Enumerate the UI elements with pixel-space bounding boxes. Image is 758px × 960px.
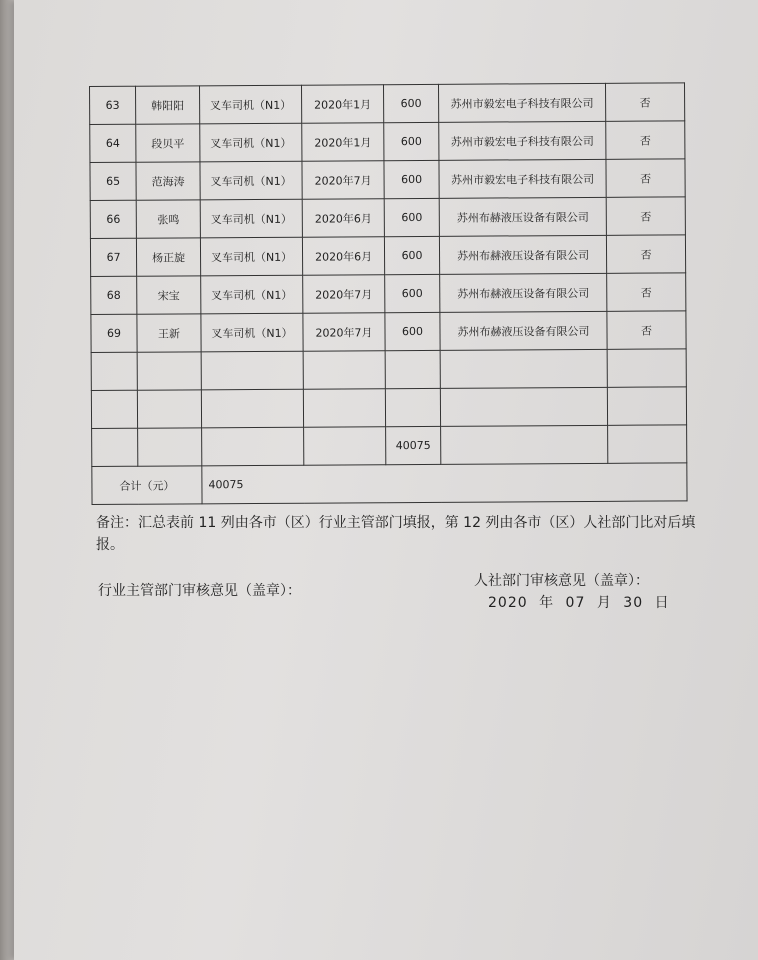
row-number: 63 [90,86,136,124]
worker-name: 范海涛 [136,162,200,200]
blank-cell [303,351,385,390]
blank-cell [201,389,303,428]
row-number: 66 [90,200,136,238]
company-name: 苏州市毅宏电子科技有限公司 [439,121,606,160]
worker-name: 段贝平 [136,124,200,162]
duplicate-flag: 否 [607,273,686,311]
table-row [90,235,685,277]
cert-date: 2020年6月 [302,237,384,276]
subsidy-amount: 600 [385,312,440,350]
blank-cell [202,427,304,466]
blank-cell [608,425,687,463]
blank-cell [91,390,137,428]
hr-approval-label: 人社部门审核意见（盖章）： [474,573,649,589]
blank-cell [137,352,201,390]
blank-cell [303,389,385,428]
job-title: 叉车司机（N1） [200,161,302,200]
date-day: 30 [623,595,644,611]
subtotal-amount: 40075 [386,426,441,464]
job-title: 叉车司机（N1） [200,123,302,162]
blank-cell [385,350,440,388]
remark-note: 备注：汇总表前 11 列由各市（区）行业主管部门填报，第 12 列由各市（区）人社部门比对后填报。 [96,515,696,553]
subsidy-amount: 600 [383,84,438,122]
blank-cell [607,387,686,425]
worker-name: 张鸣 [136,200,200,238]
worker-name: 杨正旋 [136,238,200,276]
subsidy-amount: 600 [384,160,439,198]
blank-cell [137,390,201,428]
total-label: 合计（元） [92,466,202,505]
job-title: 叉车司机（N1） [200,199,302,238]
blank-cell [441,425,608,464]
cert-date: 2020年1月 [302,123,384,162]
table-body [90,83,688,505]
blank-cell [607,349,686,387]
cert-date: 2020年7月 [302,161,384,200]
duplicate-flag: 否 [606,159,685,197]
table-row [91,273,686,315]
total-row [92,463,687,505]
date-year: 2020 [488,595,528,611]
subtotal-row [92,425,687,467]
worker-name: 宋宝 [137,276,201,314]
company-name: 苏州布赫液压设备有限公司 [439,197,606,236]
table-row [90,197,685,239]
cert-date: 2020年1月 [301,85,383,124]
table-row [90,121,685,163]
table-row [90,83,685,125]
cert-date: 2020年7月 [303,275,385,314]
company-name: 苏州布赫液压设备有限公司 [439,235,606,274]
approval-date [488,592,676,612]
row-number: 65 [90,162,136,200]
date-month-unit: 月 [596,595,612,611]
duplicate-flag: 否 [606,235,685,273]
subsidy-amount: 600 [385,274,440,312]
table-row [91,311,686,353]
job-title: 叉车司机（N1） [201,275,303,314]
cert-date: 2020年6月 [302,199,384,238]
blank-cell [440,387,607,426]
duplicate-flag: 否 [606,121,685,159]
blank-cell [440,349,607,388]
duplicate-flag: 否 [606,197,685,235]
blank-row [91,387,686,429]
company-name: 苏州市毅宏电子科技有限公司 [439,159,606,198]
subsidy-amount: 600 [384,122,439,160]
blank-cell [201,351,303,390]
row-number: 69 [91,314,137,352]
date-day-unit: 日 [654,595,670,611]
company-name: 苏州布赫液压设备有限公司 [440,311,607,350]
subsidy-table [89,82,688,505]
table-row [90,159,685,201]
company-name: 苏州市毅宏电子科技有限公司 [438,83,605,122]
duplicate-flag: 否 [605,83,684,121]
date-month: 07 [565,595,586,611]
subsidy-amount: 600 [384,198,439,236]
subsidy-table-container [89,82,688,505]
job-title: 叉车司机（N1） [200,237,302,276]
job-title: 叉车司机（N1） [200,85,302,124]
cert-date: 2020年7月 [303,313,385,352]
blank-cell [138,428,202,466]
blank-cell [385,388,440,426]
total-amount: 40075 [202,463,687,504]
row-number: 67 [90,238,136,276]
job-title: 叉车司机（N1） [201,313,303,352]
row-number: 64 [90,124,136,162]
worker-name: 韩阳阳 [136,86,200,124]
worker-name: 王新 [137,314,201,352]
date-year-unit: 年 [539,595,555,611]
duplicate-flag: 否 [607,311,686,349]
blank-cell [91,352,137,390]
blank-row [91,349,686,391]
blank-cell [92,428,138,466]
industry-approval-label: 行业主管部门审核意见（盖章）： [98,583,301,599]
row-number: 68 [91,276,137,314]
blank-cell [304,427,386,466]
company-name: 苏州布赫液压设备有限公司 [440,273,607,312]
subsidy-amount: 600 [384,236,439,274]
